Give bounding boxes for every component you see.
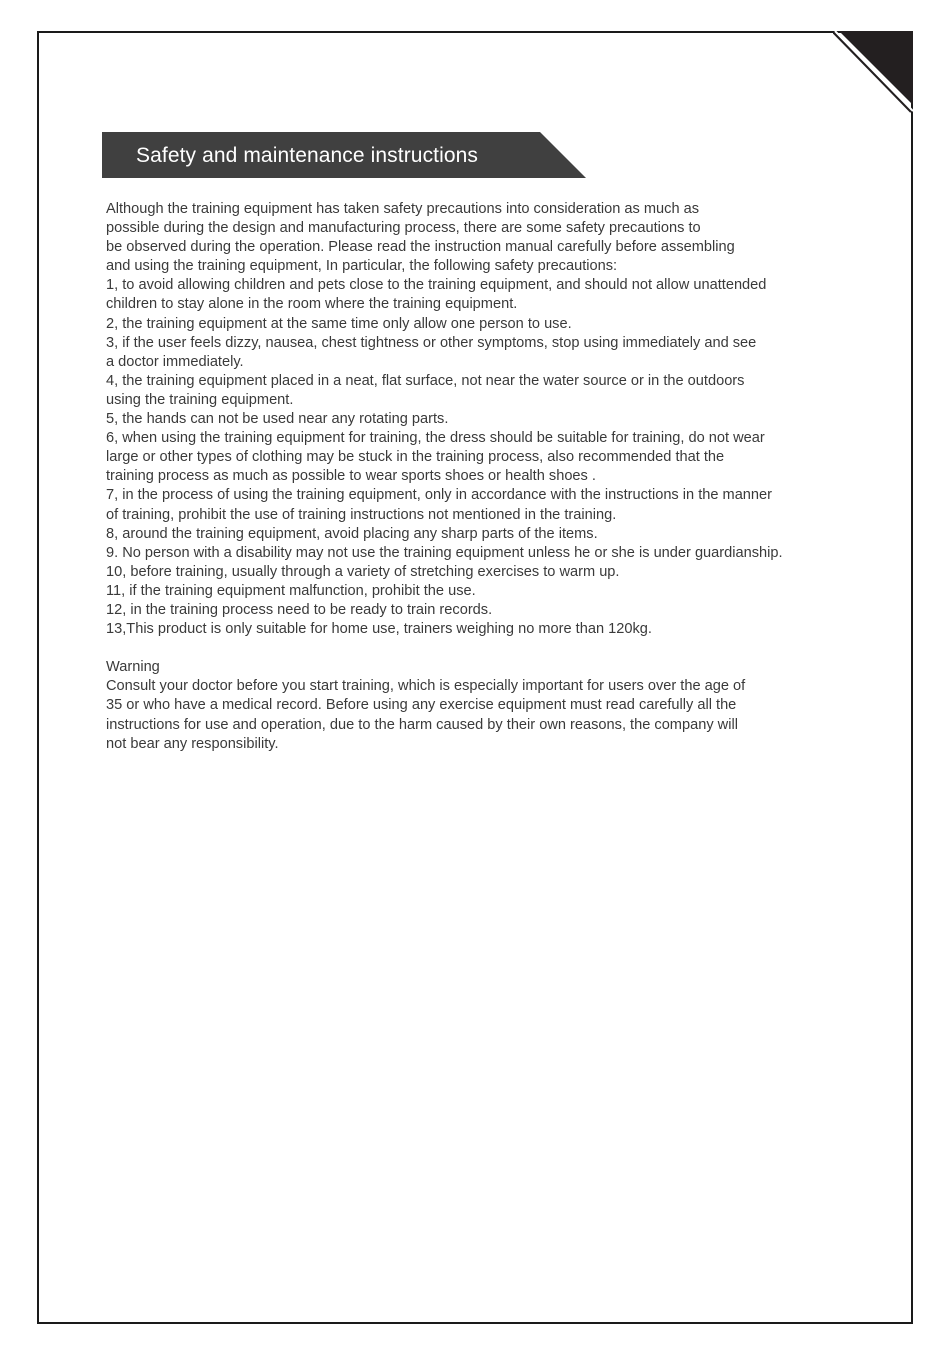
rule-line: 2, the training equipment at the same time only allow one person to use. (106, 315, 572, 332)
warning-line: not bear any responsibility. (106, 735, 279, 752)
rule-line: a doctor immediately. (106, 353, 244, 370)
rule-line: 7, in the process of using the training equipment, only in accordance with the instructions in the manner (106, 487, 773, 504)
warning-section (106, 658, 866, 753)
rule-line: 13,This product is only suitable for home use, trainers weighing no more than 120kg. (106, 621, 652, 638)
rule-line: training process as much as possible to wear sports shoes or health shoes . (106, 468, 596, 485)
rule-line: 4, the training equipment placed in a neat, flat surface, not near the water source or in the outdoors (106, 372, 745, 389)
rule-line: 6, when using the training equipment for training, the dress should be suitable for training, do not wear (106, 430, 765, 447)
intro-paragraph (106, 200, 866, 276)
rule-line: children to stay alone in the room where the training equipment. (106, 296, 518, 313)
corner-decoration (833, 31, 913, 113)
rule-line: 5, the hands can not be used near any rotating parts. (106, 411, 449, 428)
warning-heading: Warning (106, 659, 160, 676)
rule-line: 10, before training, usually through a variety of stretching exercises to warm up. (106, 563, 620, 580)
rule-line: 8, around the training equipment, avoid placing any sharp parts of the items. (106, 525, 598, 542)
rule-line: 1, to avoid allowing children and pets close to the training equipment, and should not allow unattended (106, 277, 767, 294)
warning-line: instructions for use and operation, due to the harm caused by their own reasons, the company will (106, 716, 738, 733)
intro-line: possible during the design and manufacturing process, there are some safety precautions to (106, 220, 701, 237)
intro-line: and using the training equipment, In particular, the following safety precautions: (106, 258, 618, 275)
safety-rules-list (106, 276, 866, 639)
paragraph-gap (106, 639, 866, 658)
rule-line: large or other types of clothing may be stuck in the training process, also recommended that the (106, 449, 725, 466)
rule-line: 3, if the user feels dizzy, nausea, chest tightness or other symptoms, stop using immediately and see (106, 334, 757, 351)
warning-line: Consult your doctor before you start training, which is especially important for users over the age of (106, 678, 746, 695)
rule-line: of training, prohibit the use of training instructions not mentioned in the training. (106, 506, 617, 523)
instructions-body (106, 200, 866, 754)
section-header-banner (102, 132, 586, 178)
rule-line: using the training equipment. (106, 391, 294, 408)
rule-line: 9. No person with a disability may not use the training equipment unless he or she is under guardianship. (106, 544, 783, 561)
corner-triangle-graphic (833, 31, 913, 113)
rule-line: 12, in the training process need to be ready to train records. (106, 601, 493, 618)
intro-line: be observed during the operation. Please read the instruction manual carefully before assembling (106, 239, 735, 256)
page-title: Safety and maintenance instructions (136, 144, 479, 167)
warning-line: 35 or who have a medical record. Before using any exercise equipment must read carefully all the (106, 697, 737, 714)
intro-line: Although the training equipment has taken safety precautions into consideration as much as (106, 201, 700, 217)
rule-line: 11, if the training equipment malfunction, prohibit the use. (106, 582, 476, 599)
